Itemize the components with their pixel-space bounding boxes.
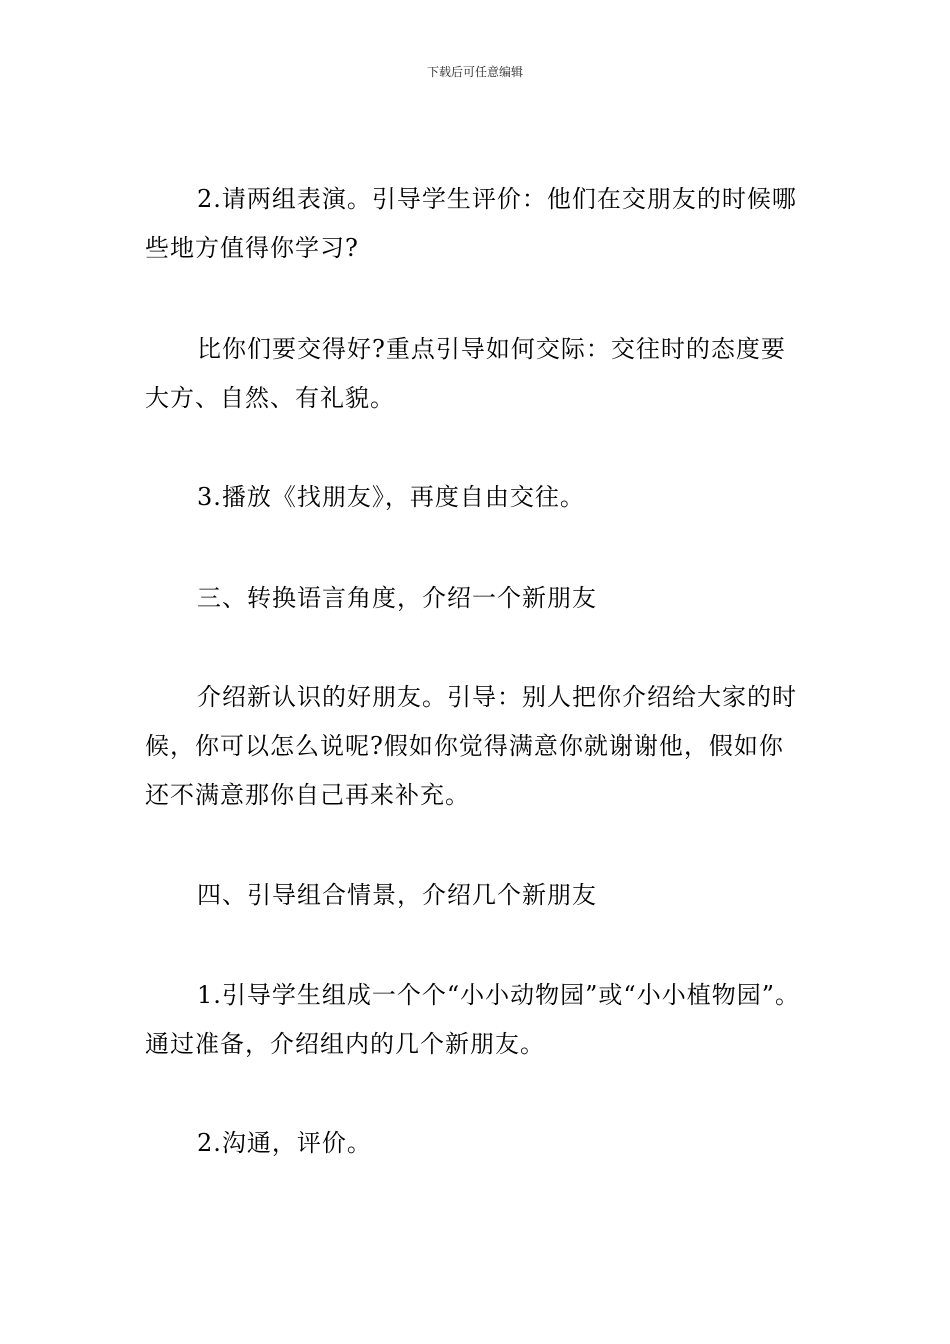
section-heading-three: 三、转换语言角度，介绍一个新朋友 bbox=[197, 584, 597, 612]
paragraph-group-performance: 2.请两组表演。引导学生评价：他们在交朋友的时候哪些地方值得你学习? bbox=[145, 185, 797, 262]
paragraph-communication-guidance: 比你们要交得好?重点引导如何交际：交往时的态度要大方、自然、有礼貌。 bbox=[145, 335, 786, 412]
paragraph-evaluate: 2.沟通，评价。 bbox=[197, 1129, 372, 1157]
paragraph-play-song: 3.播放《找朋友》，再度自由交往。 bbox=[197, 483, 585, 511]
paragraph-group-zoo: 1.引导学生组成一个个“小小动物园”或“小小植物园”。通过准备，介绍组内的几个新朋友。 bbox=[145, 981, 800, 1058]
section-heading-four: 四、引导组合情景，介绍几个新朋友 bbox=[197, 881, 597, 909]
page-header: 下载后可任意编辑 bbox=[426, 65, 523, 79]
paragraph-introduce-friend: 介绍新认识的好朋友。引导：别人把你介绍给大家的时候，你可以怎么说呢?假如你觉得满意你就谢谢他，假如你还不满意那你自己再来补充。 bbox=[145, 683, 797, 809]
